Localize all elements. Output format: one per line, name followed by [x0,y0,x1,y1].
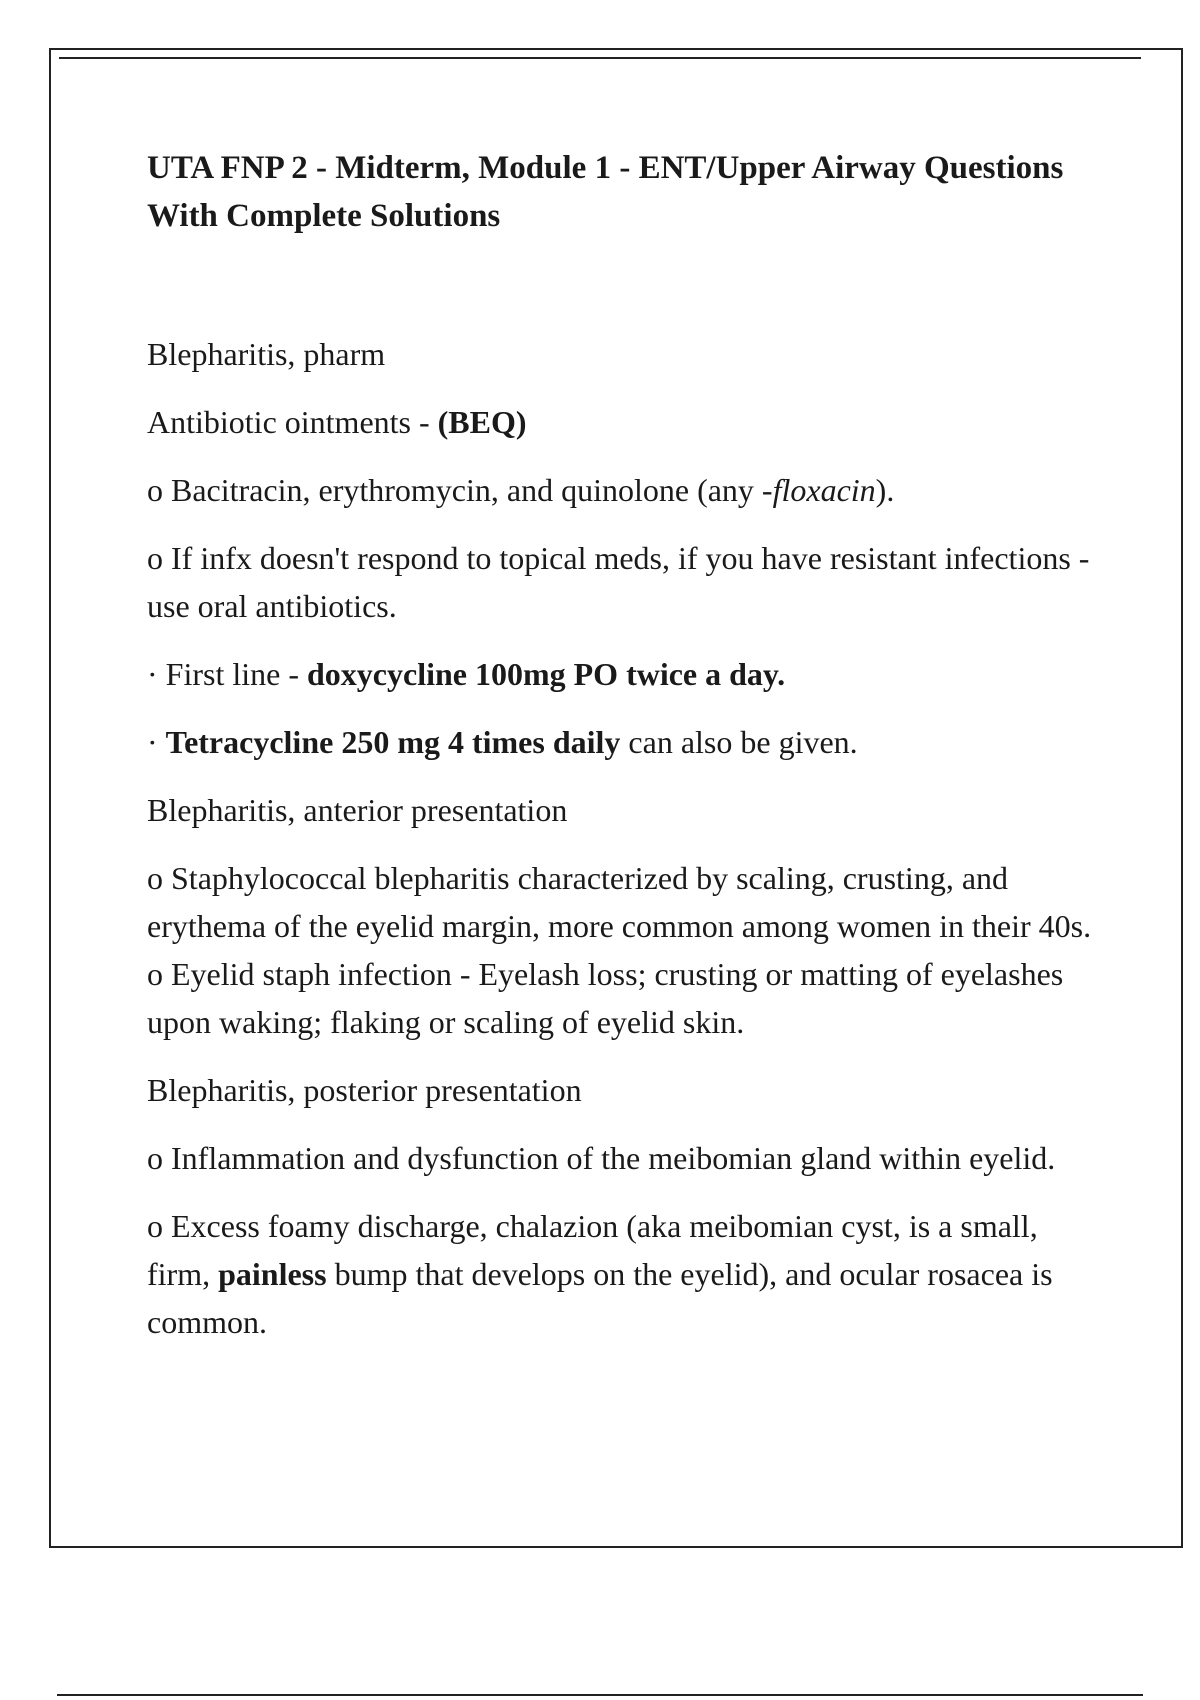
text-run: Antibiotic ointments - [147,404,438,440]
paragraph-eyelid-staph: o Eyelid staph infection - Eyelash loss; crusting or matting of eyelashes upon waking; flaking or scaling of eyelid skin. [147,956,1064,1040]
bold-text: (BEQ) [437,404,527,440]
bold-text: painless [218,1256,327,1292]
italic-text: floxacin [772,472,876,508]
heading-blepharitis-pharm: Blepharitis, pharm [147,336,386,372]
paragraph-antibiotic-list [147,466,1107,514]
heading-anterior-presentation: Blepharitis, anterior presentation [147,792,568,828]
paragraph-oral-antibiotics: o If infx doesn't respond to topical meds, if you have resistant infections - use oral antibiotics. [147,540,1090,624]
paragraph-antibiotic-ointments [147,398,1107,446]
text-run: bump that develops on the eyelid), and ocular rosacea is common. [147,1256,1053,1340]
text-run: can also be given. [620,724,858,760]
text-run: · [147,724,166,760]
heading-posterior-presentation: Blepharitis, posterior presentation [147,1072,582,1108]
document-body [147,144,1107,1366]
bold-text: doxycycline 100mg PO twice a day. [306,656,786,692]
paragraph-tetracycline [147,718,1107,766]
paragraph-staphylococcal: o Staphylococcal blepharitis characterized by scaling, crusting, and erythema of the eyelid margin, more common among women in their 40s. [147,860,1092,944]
document-title: UTA FNP 2 - Midterm, Module 1 - ENT/Upper Airway Questions With Complete Solutions [147,150,1064,234]
top-rule [59,57,1141,59]
text-run: · First line - [147,656,307,692]
text-run: o Excess foamy discharge, chalazion (aka meibomian cyst, is a small, firm, [147,1208,1038,1292]
bold-text: Tetracycline 250 mg 4 times daily [165,724,621,760]
paragraph-foamy-discharge [147,1202,1107,1346]
text-run: ). [875,472,895,508]
text-run: o Bacitracin, erythromycin, and quinolone (any - [147,472,773,508]
paragraph-meibomian-inflammation: o Inflammation and dysfunction of the meibomian gland within eyelid. [147,1140,1056,1176]
next-page-top-rule [57,1694,1143,1696]
page-frame [49,48,1183,1548]
paragraph-first-line [147,650,1107,698]
